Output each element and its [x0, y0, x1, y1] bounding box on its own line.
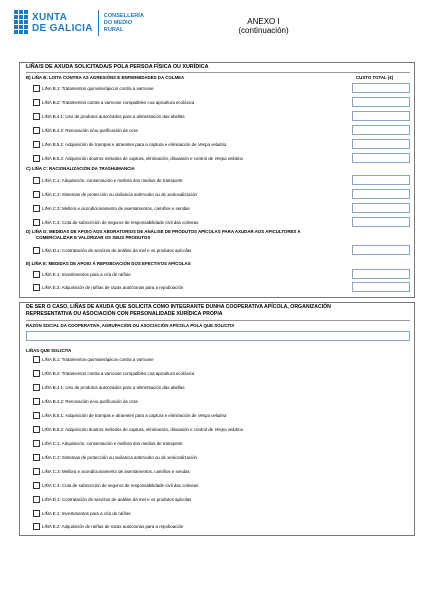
checkbox[interactable] [33, 127, 40, 134]
list-item[interactable]: LIÑA B.5.1: Adquisición de trampas e atraentes para a captura e eliminación de Vespa velutina [33, 412, 226, 419]
list-item[interactable]: LIÑA B.5.2: Adquisición doutros métodos de captura, eliminación, disuasión e control de Vespa velutina [33, 155, 243, 162]
checkbox[interactable] [33, 468, 40, 475]
cost-input[interactable] [352, 111, 410, 121]
consellaria-name: CONSELLERÍA DO MEDIO RURAL [103, 12, 144, 33]
list-item[interactable]: LIÑA C.4: Cota de subscrición de seguros de responsabilidade civil das colmeas [33, 482, 198, 489]
group-e-title: E) LIÑA E: MEDIDAS DE APOIO Á REPOBOACIÓN DOS EFECTIVOS APÍCOLAS [26, 261, 191, 266]
list-item[interactable]: LIÑA C.2: Sistemas de protección ou vixilancia antirroubo ou de xeolocalización [33, 191, 197, 198]
annex-subtitle: (continuación) [238, 26, 289, 35]
checkbox[interactable] [33, 510, 40, 517]
cost-input[interactable] [352, 125, 410, 135]
list-item[interactable]: LIÑA B.4.1: Uso de produtos autorizados para a alimentación das abellas [33, 384, 185, 391]
checkbox[interactable] [33, 496, 40, 503]
section2-divider [26, 320, 410, 321]
logo-xunta-text: XUNTA [32, 12, 68, 23]
checkbox[interactable] [33, 155, 40, 162]
checkbox[interactable] [33, 412, 40, 419]
checkbox[interactable] [33, 370, 40, 377]
group-c-title: C) LIÑA C: RACIONALIZACIÓN DA TRASHUMANCIA [26, 166, 135, 171]
checkbox[interactable] [33, 440, 40, 447]
checkbox[interactable] [33, 271, 40, 278]
razon-social-input[interactable] [26, 331, 410, 341]
cost-input[interactable] [352, 269, 410, 279]
cost-input[interactable] [352, 139, 410, 149]
list-item[interactable]: LIÑA C.1: Adquisición, conservación e mellora dos medios de transporte [33, 440, 183, 447]
section2-title-line2: REPRESENTATIVA OU ASOCIACIÓN CON PERSONALIDADE XURÍDICA PROPIA [26, 311, 223, 317]
checkbox[interactable] [33, 141, 40, 148]
list-item[interactable]: LIÑA B.2: Tratamentos contra a varroose compatibles coa apicultura ecolóxica [33, 99, 194, 106]
lines-requested-label: LIÑAS QUE SOLICITA [26, 348, 72, 353]
section1-divider [26, 72, 410, 73]
list-item[interactable]: LIÑA E.2: Adquisición de raíñas de razas autóctonas para a repoboación [33, 523, 183, 530]
checkbox[interactable] [33, 482, 40, 489]
group-b-title: B) LIÑA B: LOITA CONTRA AS AGRESIÓNS E ENFERMIDADES DA COLMEA [26, 75, 185, 80]
checkbox[interactable] [33, 523, 40, 530]
list-item[interactable]: LIÑA C.3: Mellora e acondicionamento de asentamentos, camiños e sendas [33, 468, 190, 475]
section2-title-line1: DE SER O CASO, LIÑAS DE AXUDA QUE SOLICITA COMO INTEGRANTE DUNHA COOPERATIVA APÍCOLA, ORGANIZACIÓN [26, 304, 331, 310]
list-item[interactable]: LIÑA B.1: Tratamentos quimioterápicos contra a varroose [33, 356, 154, 363]
checkbox[interactable] [33, 219, 40, 226]
checkbox[interactable] [33, 384, 40, 391]
cost-column-header: CUSTO TOTAL (€) [356, 75, 394, 80]
list-item[interactable]: LIÑA B.4.1: Uso de produtos autorizados para a alimentación das abellas [33, 113, 185, 120]
logo-galicia-text: DE GALICIA [32, 23, 93, 34]
list-item[interactable]: LIÑA B.5.2: Adquisición doutros métodos de captura, eliminación, disuasión e control de Vespa velutina [33, 426, 243, 433]
cost-input[interactable] [352, 175, 410, 185]
list-item[interactable]: LIÑA C.4: Cota de subscrición de seguros de responsabilidade civil das colmeas [33, 219, 198, 226]
checkbox[interactable] [33, 356, 40, 363]
list-item[interactable]: LIÑA E.2: Adquisición de raíñas de razas autóctonas para a repoboación [33, 284, 183, 291]
checkbox[interactable] [33, 113, 40, 120]
list-item[interactable]: LIÑA E.1: Investimentos para a cría de raíñas [33, 271, 131, 278]
list-item[interactable]: LIÑA B.5.1: Adquisición de trampas e atraentes para a captura e eliminación de Vespa velutina [33, 141, 226, 148]
checkbox[interactable] [33, 205, 40, 212]
list-item[interactable]: LIÑA C.3: Mellora e acondicionamento de asentamentos, camiños e sendas [33, 205, 190, 212]
list-item[interactable]: LIÑA D.1: Contratación de servizos de análise da mel e os produtos apícolas [33, 496, 191, 503]
section1-title: LIÑA/S DE AXUDA SOLICITADA/S POLA PERSOA FÍSICA OU XURÍDICA [26, 64, 209, 70]
list-item[interactable]: LIÑA B.1: Tratamentos quimioterápicos contra a varroose [33, 85, 154, 92]
list-item[interactable]: LIÑA B.4.2: Renovación e/ou purificación de cera [33, 127, 138, 134]
list-item[interactable]: LIÑA C.1: Adquisición, conservación e mellora dos medios de transporte [33, 177, 183, 184]
checkbox[interactable] [33, 454, 40, 461]
list-item[interactable]: LIÑA D.1: Contratación de servizos de análise da mel e os produtos apícolas [33, 247, 191, 254]
list-item[interactable]: LIÑA B.4.2: Renovación e/ou purificación de cera [33, 398, 138, 405]
cost-input[interactable] [352, 245, 410, 255]
razon-social-label: RAZÓN SOCIAL DA COOPERATIVA, AGRUPACIÓN OU ASOCIACIÓN APÍCOLA POLA QUE SOLICITA [26, 323, 235, 328]
checkbox[interactable] [33, 191, 40, 198]
list-item[interactable]: LIÑA E.1: Investimentos para a cría de raíñas [33, 510, 131, 517]
list-item[interactable]: LIÑA B.2: Tratamentos contra a varroose compatibles coa apicultura ecolóxica [33, 370, 194, 377]
cost-input[interactable] [352, 217, 410, 227]
cost-input[interactable] [352, 97, 410, 107]
annex-title: ANEXO I [247, 17, 280, 26]
cost-input[interactable] [352, 189, 410, 199]
list-item[interactable]: LIÑA C.2: Sistemas de protección ou vixilancia antirroubo ou de xeolocalización [33, 454, 197, 461]
checkbox[interactable] [33, 177, 40, 184]
group-d-title-cont: COMERCIALIZAR E VALORIZAR OS SEUS PRODUTOS [36, 235, 151, 240]
cost-input[interactable] [352, 282, 410, 292]
checkbox[interactable] [33, 284, 40, 291]
group-d-title: D) LIÑA D: MEDIDAS DE APOIO AOS ABORATORIOS DE ANÁLISE DE PRODUTOS APÍCOLAS PARA AXUDAR AOS APICULTORES A [26, 229, 301, 234]
checkbox[interactable] [33, 99, 40, 106]
checkbox[interactable] [33, 247, 40, 254]
cost-input[interactable] [352, 153, 410, 163]
checkbox[interactable] [33, 426, 40, 433]
cost-input[interactable] [352, 83, 410, 93]
checkbox[interactable] [33, 85, 40, 92]
cost-input[interactable] [352, 203, 410, 213]
checkbox[interactable] [33, 398, 40, 405]
